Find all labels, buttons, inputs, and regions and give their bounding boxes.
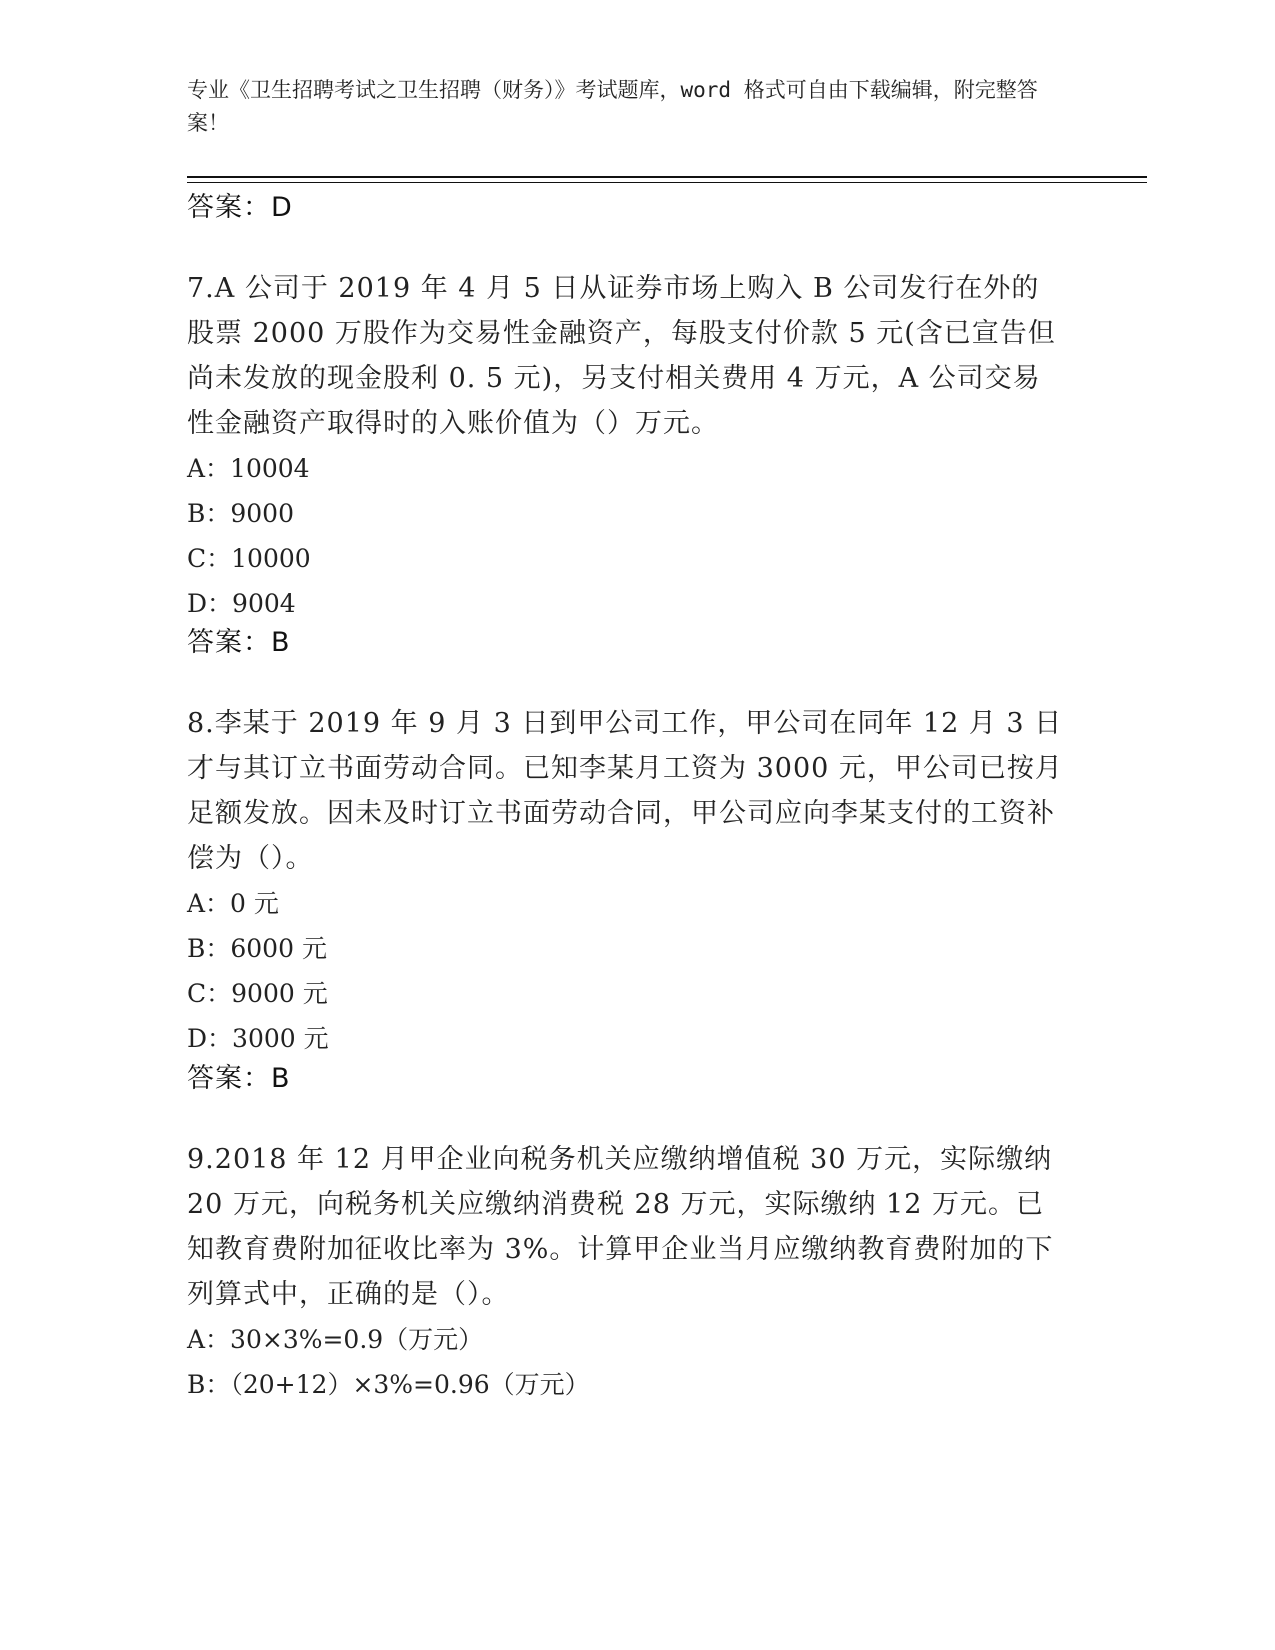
question-9 <box>187 1137 1067 1407</box>
option-a: A：10004 <box>187 454 310 483</box>
header-divider-thick <box>187 176 1147 178</box>
option-d: D：9004 <box>187 589 296 618</box>
option-b: B：（20+12）×3%=0.96（万元） <box>187 1370 590 1399</box>
option-b: B：9000 <box>187 499 294 528</box>
question-text: 7.A 公司于 2019 年 4 月 5 日从证券市场上购入 B 公司发行在外的股票 2000 万股作为交易性金融资产，每股支付价款 5 元(含已宣告但尚未发放的现金股利 0. 5 元)，另支付相关费用 4 万元，A 公司交易性金融资产取得时的入账价值为（）万元。 <box>187 273 1056 439</box>
option-a: A：30×3%=0.9（万元） <box>187 1325 484 1354</box>
answer-8: 答案：B <box>187 1063 291 1094</box>
question-8 <box>187 701 1067 1061</box>
question-text: 9.2018 年 12 月甲企业向税务机关应缴纳增值税 30 万元，实际缴纳 20 万元，向税务机关应缴纳消费税 28 万元，实际缴纳 12 万元。已知教育费附加征收比率为 3%。计算甲企业当月应缴纳教育费附加的下列算式中，正确的是（）。 <box>187 1144 1054 1310</box>
previous-answer: 答案：D <box>187 192 293 223</box>
option-c: C：10000 <box>187 544 311 573</box>
header-divider-thin <box>187 182 1147 183</box>
option-c: C：9000 元 <box>187 979 328 1008</box>
option-b: B：6000 元 <box>187 934 327 963</box>
option-a: A：0 元 <box>187 889 279 918</box>
answer-7: 答案：B <box>187 627 291 658</box>
question-7 <box>187 266 1067 626</box>
header-note: 专业《卫生招聘考试之卫生招聘（财务）》考试题库，word 格式可自由下载编辑，附完整答案！ <box>187 78 1038 135</box>
option-d: D：3000 元 <box>187 1024 329 1053</box>
question-text: 8.李某于 2019 年 9 月 3 日到甲公司工作，甲公司在同年 12 月 3 日才与其订立书面劳动合同。已知李某月工资为 3000 元，甲公司已按月足额发放。因未及时订立书面劳动合同，甲公司应向李某支付的工资补偿为（）。 <box>187 708 1063 874</box>
